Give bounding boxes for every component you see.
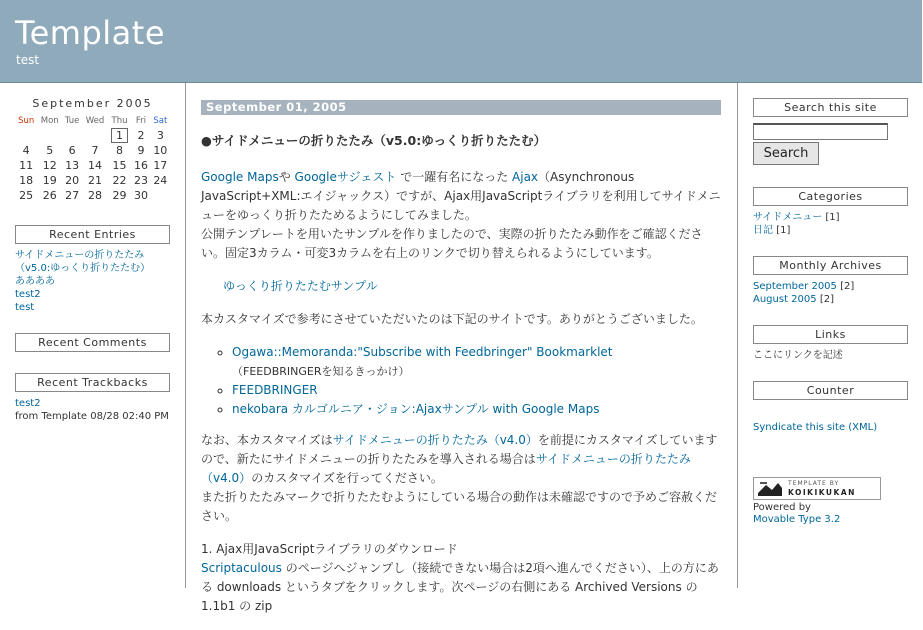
categories-item-link[interactable]: サイドメニュー — [753, 212, 823, 223]
calendar-day — [62, 128, 82, 143]
calendar-day: 10 — [153, 144, 168, 157]
recent-trackbacks-list — [15, 397, 170, 423]
calendar-day: 13 — [65, 159, 80, 172]
calendar-weekday: Thu — [111, 116, 128, 126]
blog-banner — [0, 0, 922, 83]
calendar-day: 22 — [112, 174, 127, 187]
sample-link-row — [201, 277, 721, 296]
calendar-weekday: Wed — [85, 116, 105, 126]
archives-item-link[interactable]: August 2005 — [753, 294, 817, 305]
calendar-day: 26 — [42, 189, 57, 202]
calendar-day — [151, 188, 170, 203]
calendar-day: 17 — [153, 159, 168, 172]
calendar-day: 11 — [19, 159, 34, 172]
syndicate-module — [753, 415, 908, 434]
badge-line-2: KOIKIKUKAN — [788, 488, 856, 497]
calendar-day: 30 — [133, 189, 148, 202]
entry-title: ●サイドメニューの折りたたみ（v5.0:ゆっくり折りたたむ） — [201, 133, 547, 148]
categories-heading: Categories — [753, 187, 908, 206]
badge-logo-icon — [756, 479, 784, 498]
reference-note: （FEEDBRINGERを知るきっかけ） — [232, 365, 410, 378]
calendar-day: 9 — [137, 144, 145, 157]
entry-paragraph-3: なお、本カスタマイズはサイドメニューの折りたたみ（v4.0）を前提にカスタマイズしていますので、新たにサイドメニューの折りたたみを導入される場合はサイドメニューの折りたたみ（v4.0）のカスタマイズを行ってください。 また折りたたみマークで折りたたむようにしている場合の動作は未確認ですので予めご容赦ください。 — [201, 433, 718, 523]
counter-module — [753, 381, 908, 400]
ajax-link[interactable]: Ajax — [512, 170, 539, 184]
calendar-day: 7 — [91, 144, 99, 157]
google-suggest-link[interactable]: Googleサジェスト — [294, 170, 397, 184]
step-1: 1. Ajax用JavaScriptライブラリのダウンロード Scriptaculous のページへジャンプし（接続できない場合は2項へ進んでください）、上の方にある downloads というタブをクリックします。次ページの右側にある Archived Versions の 1.1b1 の zip — [201, 542, 719, 613]
archives-list — [753, 280, 908, 306]
recent-entries-heading: Recent Entries — [15, 225, 170, 244]
search-heading: Search this site — [753, 98, 908, 117]
reference-link[interactable]: Ogawa::Memoranda:"Subscribe with Feedbringer" Bookmarklet — [232, 345, 613, 359]
main-content — [186, 83, 736, 613]
template-badge[interactable] — [753, 477, 881, 500]
reference-link[interactable]: nekobara カルゴルニア・ジョン:Ajaxサンプル with Google Maps — [232, 402, 600, 416]
categories-item-count: [1] — [825, 212, 840, 223]
google-maps-link[interactable]: Google Maps — [201, 170, 279, 184]
calendar-day: 28 — [87, 189, 102, 202]
right-sidebar — [737, 83, 923, 588]
calendar-day: 3 — [156, 129, 164, 142]
date-header: September 01, 2005 — [201, 100, 721, 115]
movable-type-link[interactable]: Movable Type 3.2 — [753, 514, 841, 525]
calendar-day: 14 — [87, 159, 102, 172]
calendar-weekday: Mon — [40, 116, 59, 126]
blog-title[interactable]: Template — [15, 14, 166, 52]
recent-trackbacks-heading: Recent Trackbacks — [15, 373, 170, 392]
calendar-day: 21 — [87, 174, 102, 187]
archives-item-count: [2] — [840, 281, 855, 292]
calendar-day: 2 — [137, 129, 145, 142]
calendar-day: 27 — [65, 189, 80, 202]
links-text: ここにリンクを記述 — [753, 350, 843, 361]
reference-link[interactable]: FEEDBRINGER — [232, 383, 318, 397]
calendar-weekday: Sat — [153, 116, 168, 126]
categories-list — [753, 211, 908, 237]
calendar-day: 16 — [133, 159, 148, 172]
recent-trackbacks-module — [15, 373, 170, 423]
reference-list — [201, 343, 721, 419]
syndicate-link[interactable]: Syndicate this site (XML) — [753, 422, 878, 433]
search-button[interactable]: Search — [753, 142, 819, 165]
links-module — [753, 325, 908, 362]
blog-description: test — [16, 53, 40, 67]
badge-line-1: TEMPLATE BY — [788, 480, 840, 487]
categories-item-link[interactable]: 日記 — [753, 225, 773, 236]
recent-entry-link[interactable]: test2 — [15, 289, 41, 300]
recent-entry-link[interactable]: test — [15, 302, 35, 313]
calendar-day[interactable] — [108, 128, 131, 143]
entry-paragraph-2: 本カスタマイズで参考にさせていただいたのは下記のサイトです。ありがとうございました。 — [201, 312, 703, 326]
archives-heading: Monthly Archives — [753, 256, 908, 275]
calendar-day: 4 — [22, 144, 30, 157]
calendar-day — [82, 128, 108, 143]
v4-link-1[interactable]: サイドメニューの折りたたみ（v4.0） — [332, 433, 538, 447]
calendar — [15, 97, 170, 203]
calendar-weekday: Fri — [135, 116, 147, 126]
calendar-day — [37, 128, 62, 143]
powered-by-text: Powered by — [753, 502, 811, 513]
calendar-day: 12 — [42, 159, 57, 172]
calendar-weekday: Sun — [18, 116, 35, 126]
counter-heading: Counter — [753, 381, 908, 400]
calendar-day: 19 — [42, 174, 57, 187]
recent-comments-heading: Recent Comments — [15, 333, 170, 352]
calendar-today-link[interactable]: 1 — [111, 128, 128, 143]
recent-entry-link[interactable]: サイドメニューの折りたたみ（v5.0:ゆっくり折りたたむ） — [15, 250, 151, 274]
calendar-day: 29 — [112, 189, 127, 202]
trackback-link[interactable]: test2 — [15, 398, 41, 409]
calendar-weekday: Tue — [64, 116, 80, 126]
reference-item — [232, 381, 721, 400]
calendar-day: 24 — [153, 174, 168, 187]
reference-item — [232, 400, 721, 419]
calendar-day: 20 — [65, 174, 80, 187]
reference-item — [232, 343, 721, 381]
recent-entries-module — [15, 225, 170, 314]
archives-item-link[interactable]: September 2005 — [753, 281, 837, 292]
sample-link[interactable]: ゆっくり折りたたむサンプル — [223, 279, 378, 293]
categories-item-count: [1] — [776, 225, 791, 236]
trackback-meta: from Template 08/28 02:40 PM — [15, 411, 169, 422]
calendar-day — [15, 128, 37, 143]
recent-comments-module — [15, 333, 170, 352]
search-module — [753, 98, 908, 165]
archives-item-count: [2] — [819, 294, 834, 305]
entry-body — [201, 131, 721, 630]
left-sidebar — [0, 83, 186, 588]
calendar-caption: September 2005 — [32, 97, 153, 110]
calendar-day: 25 — [19, 189, 34, 202]
calendar-day: 5 — [46, 144, 54, 157]
calendar-day: 18 — [19, 174, 34, 187]
links-heading: Links — [753, 325, 908, 344]
credits-module — [753, 477, 908, 525]
scriptaculous-link[interactable]: Scriptaculous — [201, 561, 282, 575]
recent-entries-list — [15, 249, 170, 314]
search-input[interactable] — [753, 123, 888, 140]
v4-link-2[interactable]: サイドメニューの折りたたみ（v4.0） — [201, 452, 691, 485]
recent-entry-link[interactable]: ああああ — [15, 276, 55, 287]
step-1-heading: 1. Ajax用JavaScriptライブラリのダウンロード — [201, 542, 458, 556]
calendar-table — [15, 114, 170, 203]
archives-module — [753, 256, 908, 306]
entry-paragraph-1: Google Mapsや Googleサジェスト で一躍有名になった Ajax（Asynchronous JavaScript+XML:エイジャックス）ですが、Ajax用JavaScriptライブラリを利用してサイドメニューをゆっくり折りたためるようにしてみました。 公開テンプレートを用いたサンプルを作りましたので、実際の折りたたみ動作をご確認ください。固定3カラム・可変3カラムを右上のリンクで切り替えられるようにしています。 — [201, 170, 721, 260]
categories-module — [753, 187, 908, 237]
calendar-day: 8 — [116, 144, 124, 157]
calendar-day: 23 — [133, 174, 148, 187]
calendar-day: 15 — [112, 159, 127, 172]
calendar-day: 6 — [68, 144, 76, 157]
